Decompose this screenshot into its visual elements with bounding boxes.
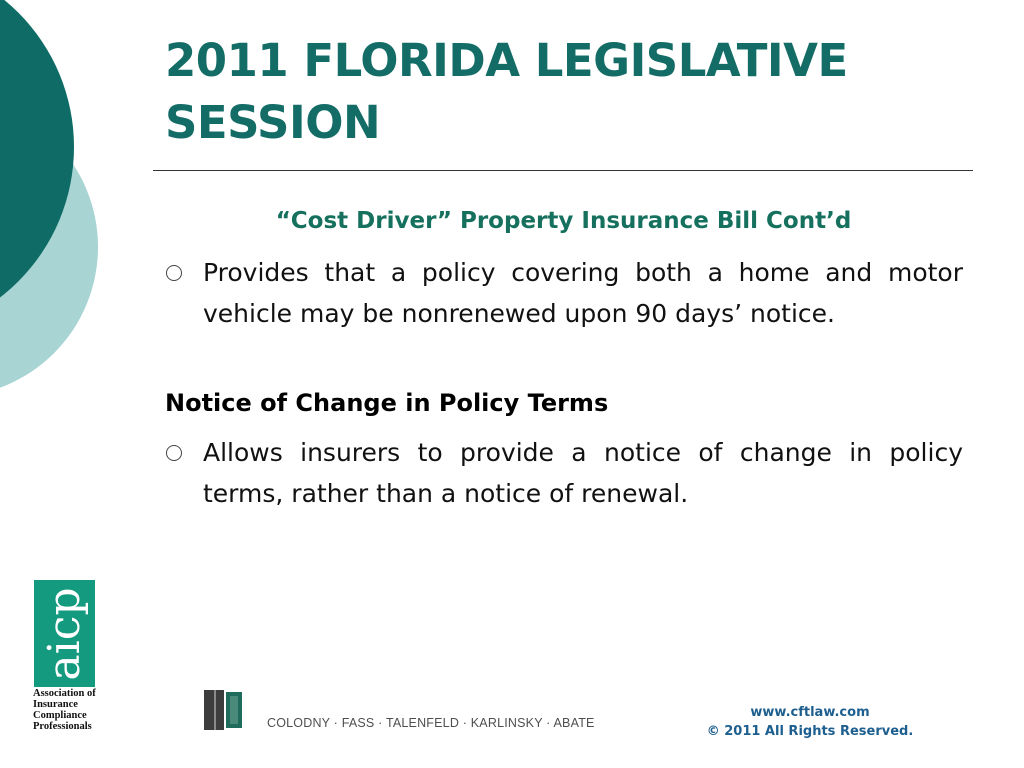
firm-name: COLODNY · FASS · TALENFELD · KARLINSKY · ABATE [267, 716, 595, 730]
aicp-logo-text: aicp [38, 586, 90, 681]
footer-url[interactable]: www.cftlaw.com [750, 705, 870, 720]
section-heading: Notice of Change in Policy Terms [165, 389, 609, 417]
slide-subtitle: “Cost Driver” Property Insurance Bill Cont’d [275, 208, 852, 234]
firm-logo-icon [204, 690, 244, 730]
bullet-item: Provides that a policy covering both a home and motor vehicle may be nonrenewed upon 90 days’ notice. [203, 258, 963, 328]
aicp-caption: Association of Insurance Compliance Professionals [33, 688, 96, 732]
aicp-logo [34, 580, 95, 687]
bullet-circle-icon [166, 265, 182, 281]
footer-rights: © 2011 All Rights Reserved. [706, 724, 914, 739]
slide-title: 2011 FLORIDA LEGISLATIVE SESSION [165, 34, 848, 149]
title-divider [153, 170, 973, 171]
bullet-item: Allows insurers to provide a notice of change in policy terms, rather than a notice of renewal. [203, 438, 963, 508]
bullet-circle-icon [166, 445, 182, 461]
